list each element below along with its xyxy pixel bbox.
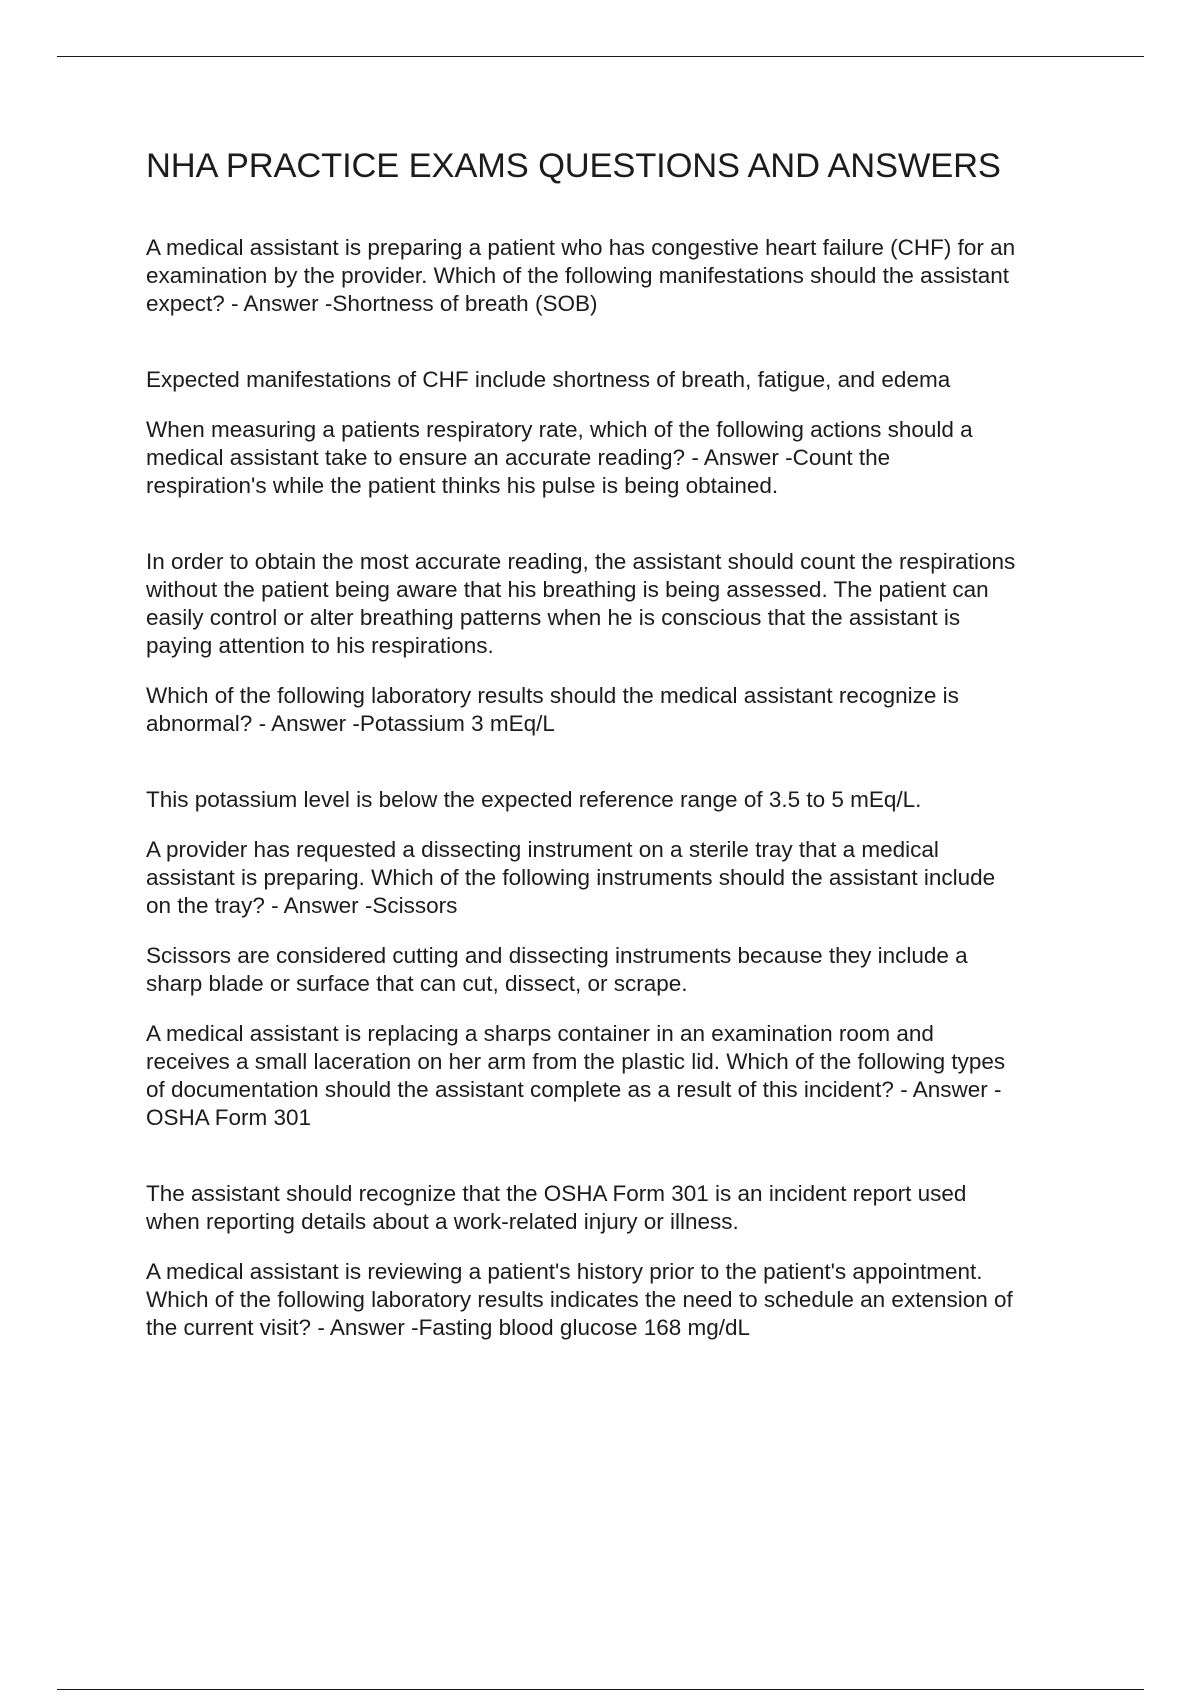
question-paragraph: A medical assistant is reviewing a patient's history prior to the patient's appointment. Which of the following laboratory results indicates the need to schedule an extension of the current visit? - Answer -Fasting blood glucose 168 mg/dL <box>146 1259 1013 1340</box>
bottom-rule <box>57 1689 1144 1690</box>
question-paragraph: A medical assistant is replacing a sharps container in an examination room and receives a small laceration on her arm from the plastic lid. Which of the following types of documentation should the assistant complete as a result of this incident? - Answer - OSHA Form 301 <box>146 1021 1006 1130</box>
document-body <box>146 140 1086 1342</box>
question-paragraph: A provider has requested a dissecting instrument on a sterile tray that a medical assistant is preparing. Which of the following instruments should the assistant include on the tray? - Answer -Scissors <box>146 837 996 918</box>
explanation-paragraph: The assistant should recognize that the OSHA Form 301 is an incident report used when reporting details about a work-related injury or illness. <box>146 1181 967 1234</box>
explanation-paragraph: This potassium level is below the expected reference range of 3.5 to 5 mEq/L. <box>146 787 922 812</box>
question-paragraph: When measuring a patients respiratory rate, which of the following actions should a medical assistant take to ensure an accurate reading? - Answer -Count the respiration's while the patient thinks his pulse is being obtained. <box>146 417 973 498</box>
question-paragraph: A medical assistant is preparing a patient who has congestive heart failure (CHF) for an examination by the provider. Which of the following manifestations should the assistant expect? - Answer -Shortness of breath (SOB) <box>146 235 1016 316</box>
question-paragraph: Which of the following laboratory results should the medical assistant recognize is abnormal? - Answer -Potassium 3 mEq/L <box>146 683 959 736</box>
page-title: NHA PRACTICE EXAMS QUESTIONS AND ANSWERS <box>146 147 1001 185</box>
explanation-paragraph: Scissors are considered cutting and dissecting instruments because they include a sharp blade or surface that can cut, dissect, or scrape. <box>146 943 968 996</box>
explanation-paragraph: In order to obtain the most accurate reading, the assistant should count the respirations without the patient being aware that his breathing is being assessed. The patient can easily control or alter breathing patterns when he is conscious that the assistant is paying attention to his respirations. <box>146 549 1016 658</box>
explanation-paragraph: Expected manifestations of CHF include shortness of breath, fatigue, and edema <box>146 367 951 392</box>
top-rule <box>57 56 1144 57</box>
